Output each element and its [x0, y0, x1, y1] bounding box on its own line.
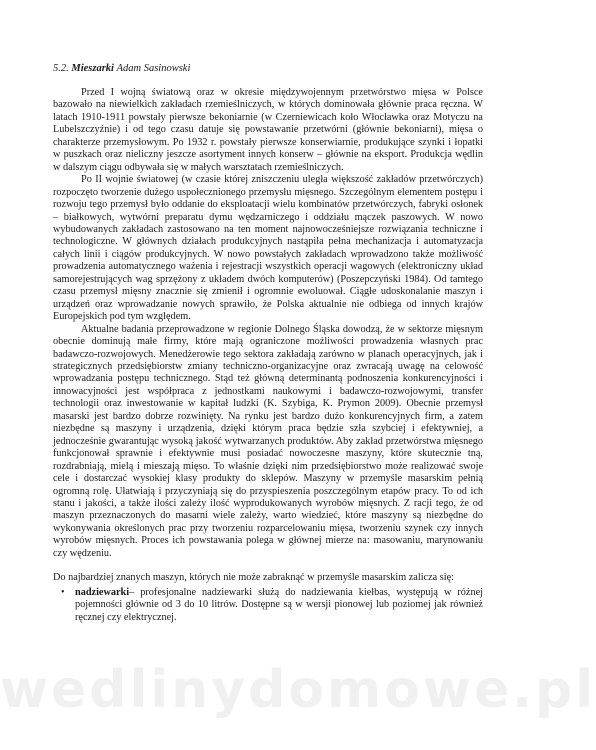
section-author: Adam Sasinowski [116, 63, 191, 74]
list-item-text: – profesjonalne nadziewarki służą do nadziewania kiełbas, występują w różnej pojemności głównie od 3 do 10 litrów. Dostępne są w wersji pionowej lub poziomej jak również ręcznej czy elektrycznej. [75, 586, 483, 623]
paragraph-current-research: Aktualne badania przeprowadzone w regionie Dolnego Śląska dowodzą, że w sektorze mięsnym obecnie dominują małe firmy, które mają ograniczone możliwości prowadzenia własnych prac badawczo-rozwojowych. Menedżerowie tego sektora zakładają zarówno w planach operacyjnych, jak i strategicznych przedsiębiorstw zmiany techniczno-organizacyjne oraz zwracają uwagę na celowość wprowadzania postępu technicznego. Stąd też główną determinantą podnoszenia konkurencyjności i innowacyjności jest współpraca z jednostkami naukowymi i badawczo-rozwojowymi, transfer technologii oraz inwestowanie w kapitał ludzki (K. Szybiga, K. Prymon 2009). Obecnie przemysł masarski jest bardzo dobrze rozwinięty. Na rynku jest bardzo dużo konkurencyjnych firm, a zatem niezbędne są maszyny i urządzenia, dzięki którym praca będzie szła szybciej i efektywniej, a jednocześnie gwarantując wysoką jakość wytwarzanych produktów. Aby zakład przetwórstwa mięsnego funkcjonował sprawnie i efektywnie musi posiadać nowoczesne maszyny, które skutecznie tną, rozdrabniają, mielą i mieszają mięso. To właśnie dzięki nim przedsiębiorstwo może realizować swoje cele i dostarczać wysokiej klasy produkty do sklepów. Maszyny w przemyśle masarskim pełnią ogromną rolę. Ułatwiają i przyczyniają się do przyspieszenia poszczególnym etapów pracy. To od ich stanu i jakości, a także ilości zależy ilość wyprodukowanych wyrobów mięsnych. Z racji tego, że od maszyn przeznaczonych do masarni wiele zależy, warto wiedzieć, które maszyny są niezbędne do wykonywania określonych prac przy tworzeniu rozparcelowaniu mięsa, tworzeniu szynek czy innych wyrobów mięsnych. Proces ich powstawania polega w głównej mierze na: masowaniu, marynowaniu czy wędzeniu. [53, 323, 483, 559]
bullet-icon: • [61, 586, 65, 598]
list-intro: Do najbardziej znanych maszyn, których nie może zabraknąć w przemyśle masarskim zalicza się: [53, 572, 455, 584]
list-item [53, 587, 483, 624]
watermark: wedlinydomowe.pl [0, 660, 596, 720]
paragraph-postwar: Po II wojnie światowej (w czasie której zniszczeniu uległa większość zakładów przetwórczych) rozpoczęto tworzenie dużego uspołecznionego przemysłu mięsnego. Szczególnym elementem postępu i rozwoju tego przemysł było oddanie do eksploatacji wielu kombinatów przetwórczych, fabryki osłonek – białkowych, wytwórni preparatu dymu wędzarniczego i oddziału mączek paszowych. W nowo wybudowanych zakładach zastosowano na ten moment najnowocześniejsze rozwiązania techniczne i technologiczne. W głównych działach produkcyjnych nastąpiła pełna mechanizacja i automatyzacja całych linii i ciągów produkcyjnych. W nowo powstałych zakładach wprowadzono także możliwość prowadzenia automatycznego ważenia i rejestracji wszystkich operacji wagowych (elektroniczny układ samorejestrujących wag sprzężony z układem dwóch komputerów) (Poszepczyński 1984). Od tamtego czasu przemysł mięsny znacznie się zmienił i ogromnie ewoluował. Ciągłe udoskonalanie maszyn i urządzeń oraz wprowadzanie nowych sprawiło, że Polska aktualnie nie odbiega od innych krajów Europejskich pod tym względem. [53, 174, 483, 323]
machine-list [53, 587, 483, 624]
section-title: Mieszarki [71, 63, 114, 74]
list-item-term: nadziewarki [75, 586, 130, 598]
section-number: 5.2. [53, 63, 69, 74]
section-heading [53, 62, 483, 75]
paragraph-history: Przed I wojną światową oraz w okresie międzywojennym przetwórstwo mięsa w Polsce bazowało na niewielkich zakładach rzemieślniczych, w których dominowała głównie praca ręczna. W latach 1910-1911 powstały pierwsze bekoniarnie (w Czerniewicach koło Włocławka oraz Motyczu na Lubelszczyźnie) i od tego czasu datuje się powstawanie przetwórni (głównie bekoniarni), mięsa o charakterze przemysłowym. Po 1932 r. powstały pierwsze konserwiarnie, produkujące szynki i łopatki w puszkach oraz nieliczny jeszcze asortyment innych konserw – głównie na eksport. Produkcja wędlin w dalszym ciągu odbywała się w małych warsztatach rzemieślniczych. [53, 87, 483, 173]
document-page [53, 62, 483, 624]
